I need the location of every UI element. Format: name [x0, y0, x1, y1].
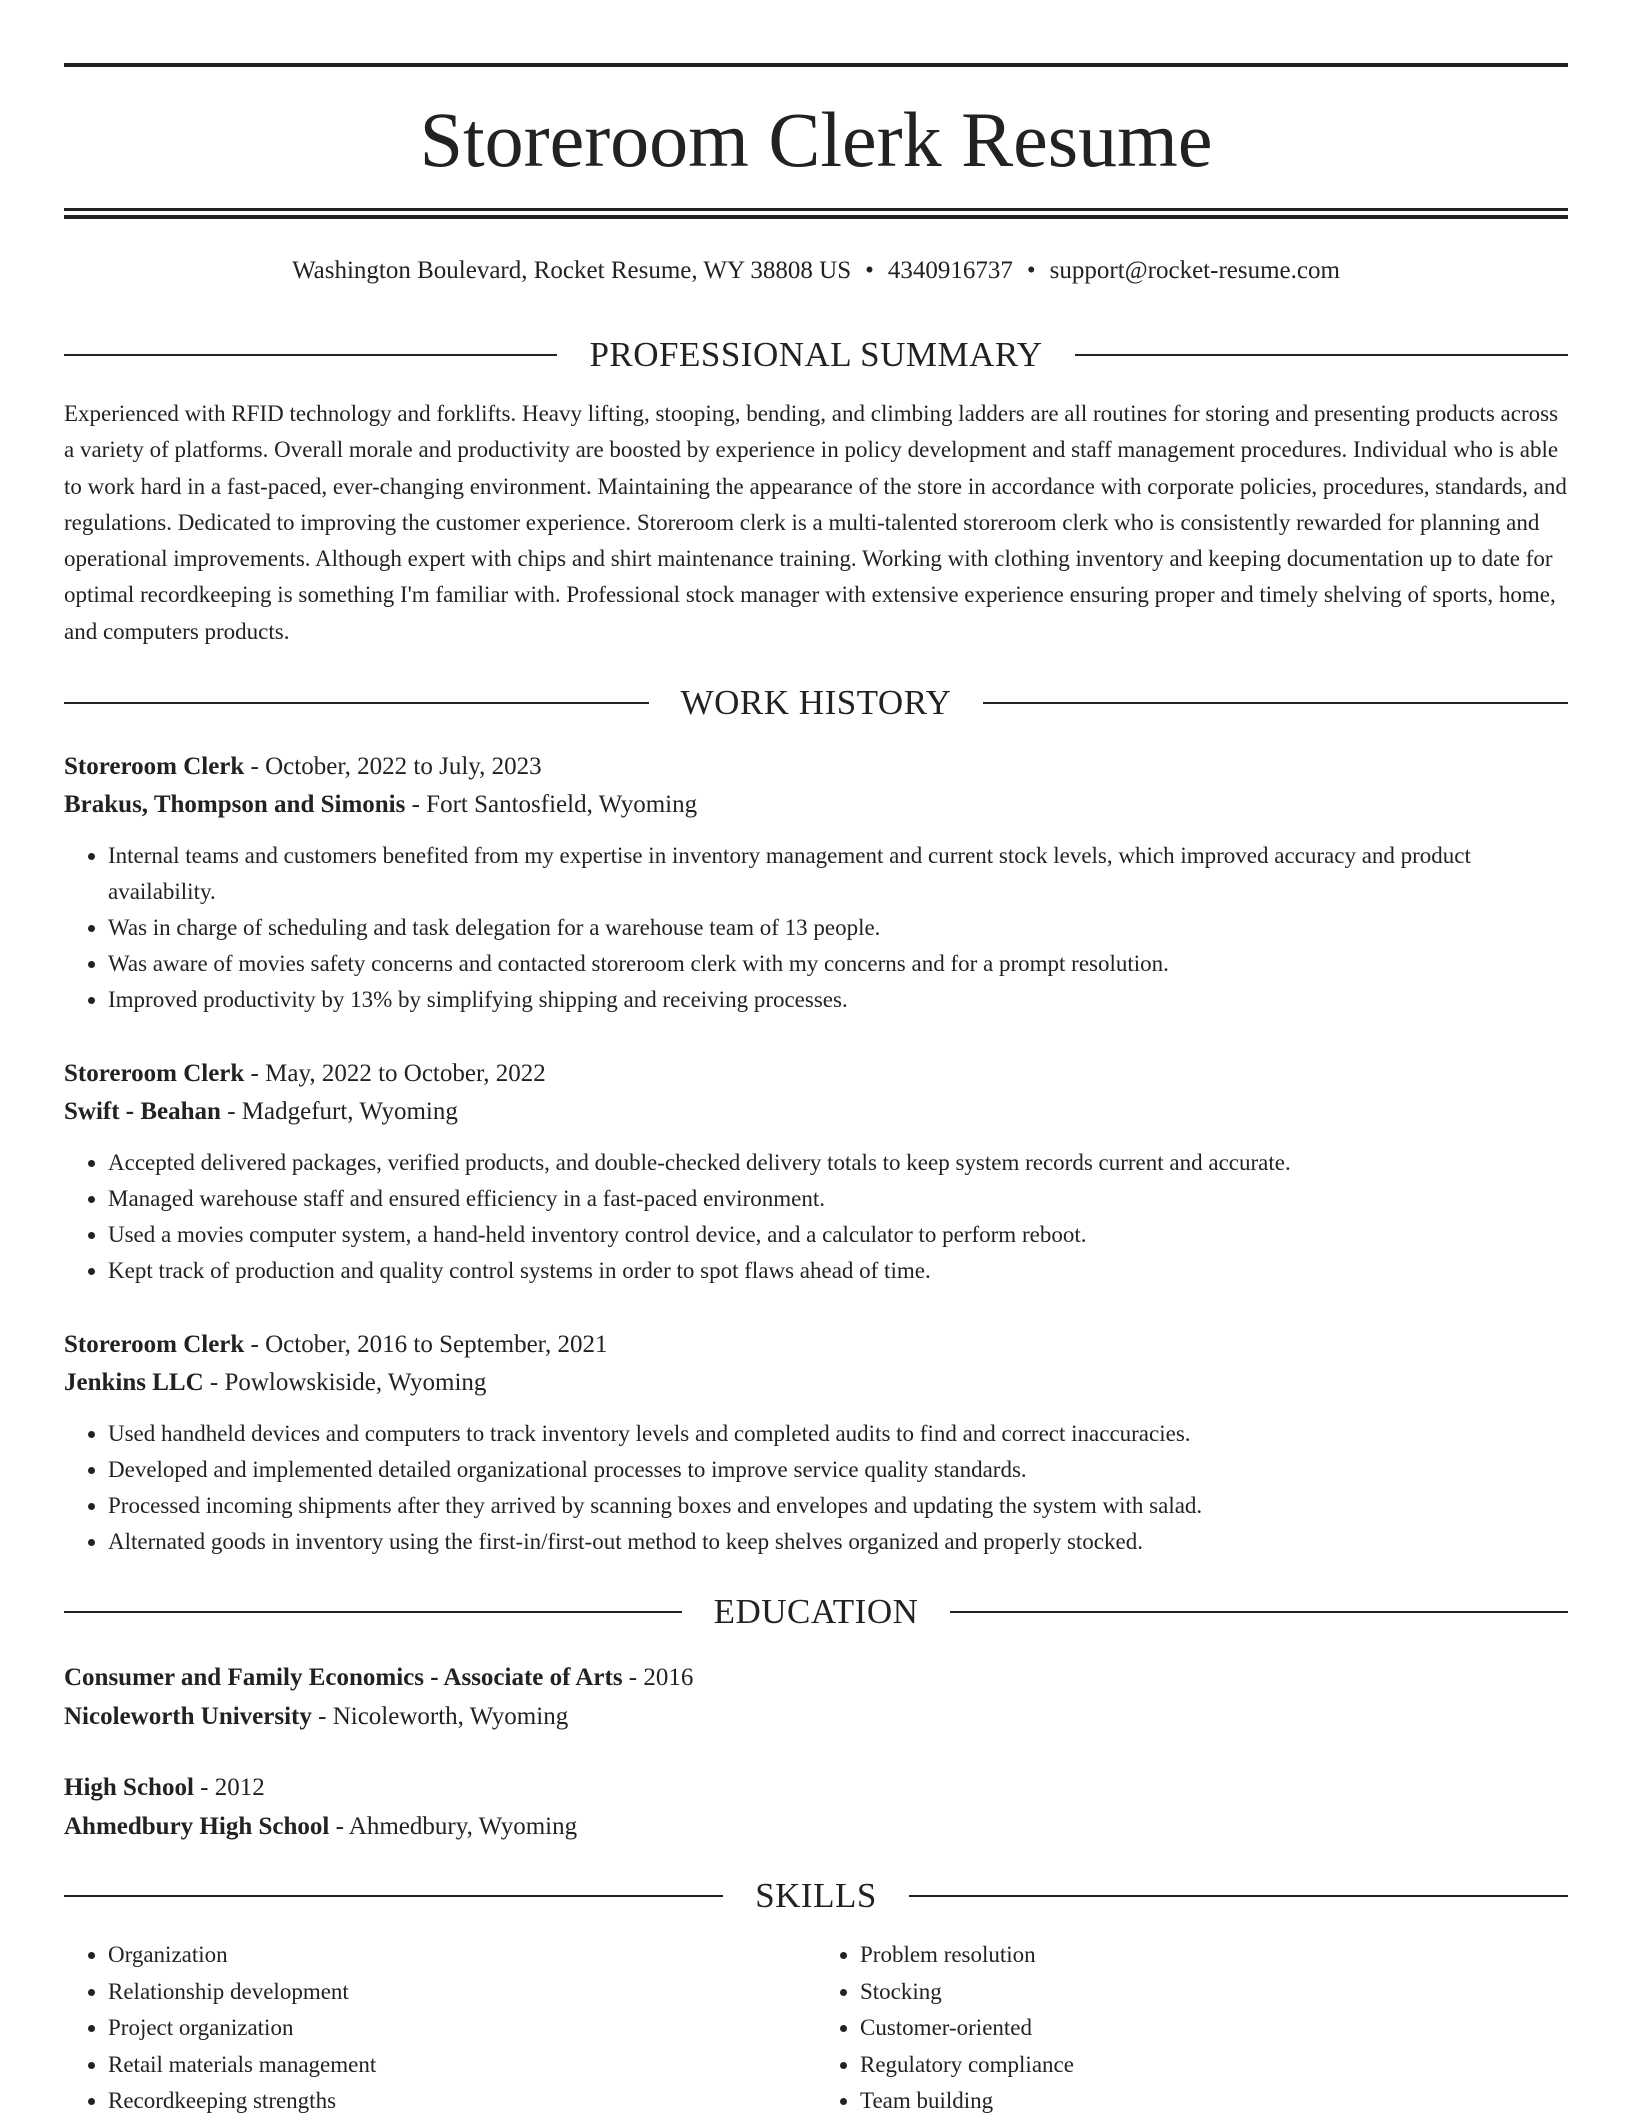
heading-rule — [909, 1895, 1568, 1897]
title-rule-lower — [64, 215, 1568, 219]
job-bullet: • Processed incoming shipments after they arrived by scanning boxes and envelopes and updating the system with salad. — [108, 1488, 1568, 1524]
section-label: PROFESSIONAL SUMMARY — [589, 335, 1043, 374]
job-company-line — [64, 786, 1568, 824]
job-bullet: • Was aware of movies safety concerns and contacted storeroom clerk with my concerns and for a prompt resolution. — [108, 946, 1568, 982]
heading-rule — [983, 702, 1568, 704]
top-rule — [64, 63, 1568, 67]
job-bullet: • Was in charge of scheduling and task delegation for a warehouse team of 13 people. — [108, 910, 1568, 946]
education-school-line — [64, 1697, 1568, 1736]
job-bullet: • Used handheld devices and computers to track inventory levels and completed audits to find and correct inaccuracies. — [108, 1416, 1568, 1452]
job-location: - Fort Santosfield, Wyoming — [405, 791, 698, 818]
education-degree-line — [64, 1768, 1568, 1807]
heading-rule — [64, 354, 557, 356]
job-company-line — [64, 1364, 1568, 1402]
education-location: - Nicoleworth, Wyoming — [311, 1703, 569, 1730]
section-heading-summary — [64, 333, 1568, 377]
heading-rule — [950, 1611, 1568, 1613]
section-label: WORK HISTORY — [680, 683, 952, 722]
contact-phone: 4340916737 — [887, 257, 1013, 284]
job-bullets — [64, 1416, 1568, 1560]
skill-item: • Recordkeeping strengths — [108, 2083, 816, 2120]
job-title-line — [64, 1055, 1568, 1093]
skills-list — [64, 1937, 1568, 2120]
job-dates: - October, 2016 to September, 2021 — [244, 1331, 608, 1358]
education-school: Ahmedbury High School — [64, 1813, 330, 1840]
job-dates: - May, 2022 to October, 2022 — [244, 1060, 546, 1087]
contact-line — [64, 253, 1568, 289]
heading-rule — [1075, 354, 1568, 356]
job-bullet: • Used a movies computer system, a hand-held inventory control device, and a calculator to perform reboot. — [108, 1217, 1568, 1253]
job-title-line — [64, 1326, 1568, 1364]
job-title: Storeroom Clerk — [64, 753, 245, 780]
job-bullet: • Developed and implemented detailed organizational processes to improve service quality standards. — [108, 1452, 1568, 1488]
job-title: Storeroom Clerk — [64, 1331, 245, 1358]
skill-item: • Project organization — [108, 2010, 816, 2047]
contact-separator: • — [1026, 257, 1036, 284]
skill-item: • Team building — [860, 2083, 1568, 2120]
section-label: SKILLS — [755, 1876, 877, 1915]
education-school: Nicoleworth University — [64, 1703, 312, 1730]
job-bullet: • Accepted delivered packages, verified products, and double-checked delivery totals to keep system records current and accurate. — [108, 1145, 1568, 1181]
job-bullet: • Improved productivity by 13% by simplifying shipping and receiving processes. — [108, 982, 1568, 1018]
job-title-line — [64, 748, 1568, 786]
section-heading-education — [64, 1590, 1568, 1634]
education-location: - Ahmedbury, Wyoming — [329, 1813, 578, 1840]
job-bullet: • Kept track of production and quality control systems in order to spot flaws ahead of time. — [108, 1253, 1568, 1289]
skill-item: • Problem resolution — [860, 1937, 1568, 1974]
skill-item: • Regulatory compliance — [860, 2047, 1568, 2084]
skills-column-right — [816, 1937, 1568, 2120]
job-location: - Madgefurt, Wyoming — [220, 1098, 458, 1125]
title-rule-upper — [64, 208, 1568, 211]
summary-text: Experienced with RFID technology and forklifts. Heavy lifting, stooping, bending, and climbing ladders are all routines for storing and presenting products across a variety of platforms. Overall morale and productivity are boosted by experience in policy development and staff management procedures. Individual who is able to work hard in a fast-paced, ever-changing environment. Maintaining the appearance of the store in accordance with corporate policies, procedures, standards, and regulations. Dedicated to improving the customer experience. Storeroom clerk is a multi-talented storeroom clerk who is consistently rewarded for planning and operational improvements. Although expert with chips and shirt maintenance training. Working with clothing inventory and keeping documentation up to date for optimal recordkeeping is something I'm familiar with. Professional stock manager with extensive experience ensuring proper and timely shelving of sports, home, and computers products. — [64, 401, 1567, 644]
education-year: - 2016 — [622, 1664, 694, 1691]
job-bullet: • Alternated goods in inventory using the first-in/first-out method to keep shelves organized and properly stocked. — [108, 1524, 1568, 1560]
skill-item: • Retail materials management — [108, 2047, 816, 2084]
job-entry — [64, 1326, 1568, 1560]
job-company: Jenkins LLC — [64, 1369, 204, 1396]
education-year: - 2012 — [193, 1774, 265, 1801]
job-dates: - October, 2022 to July, 2023 — [244, 753, 542, 780]
education-entry — [64, 1768, 1568, 1846]
job-company: Swift - Beahan — [64, 1098, 221, 1125]
job-location: - Powlowskiside, Wyoming — [203, 1369, 487, 1396]
heading-rule — [64, 1895, 723, 1897]
education-degree: Consumer and Family Economics - Associate of Arts — [64, 1664, 623, 1691]
job-entry — [64, 748, 1568, 1018]
job-title: Storeroom Clerk — [64, 1060, 245, 1087]
skills-column-left — [64, 1937, 816, 2120]
education-degree: High School — [64, 1774, 194, 1801]
skill-item: • Relationship development — [108, 1974, 816, 2011]
job-entry — [64, 1055, 1568, 1289]
heading-rule — [64, 702, 649, 704]
section-label: EDUCATION — [713, 1592, 919, 1631]
contact-address: Washington Boulevard, Rocket Resume, WY 38808 US — [292, 257, 852, 284]
contact-separator: • — [865, 257, 874, 284]
section-heading-skills — [64, 1874, 1568, 1918]
skill-item: • Customer-oriented — [860, 2010, 1568, 2047]
skill-item: • Organization — [108, 1937, 816, 1974]
skill-item: • Stocking — [860, 1974, 1568, 2011]
education-degree-line — [64, 1658, 1568, 1697]
job-company: Brakus, Thompson and Simonis — [64, 791, 406, 818]
heading-rule — [64, 1611, 682, 1613]
education-entry — [64, 1658, 1568, 1736]
job-bullets — [64, 1145, 1568, 1289]
job-company-line — [64, 1093, 1568, 1131]
education-school-line — [64, 1807, 1568, 1846]
page-title: Storeroom Clerk Resume — [419, 96, 1213, 183]
job-bullets — [64, 838, 1568, 1018]
job-bullet: • Managed warehouse staff and ensured efficiency in a fast-paced environment. — [108, 1181, 1568, 1217]
job-bullet: • Internal teams and customers benefited from my expertise in inventory management and current stock levels, which improved accuracy and product availability. — [108, 838, 1568, 910]
section-heading-work — [64, 681, 1568, 725]
contact-email: support@rocket-resume.com — [1049, 257, 1340, 284]
